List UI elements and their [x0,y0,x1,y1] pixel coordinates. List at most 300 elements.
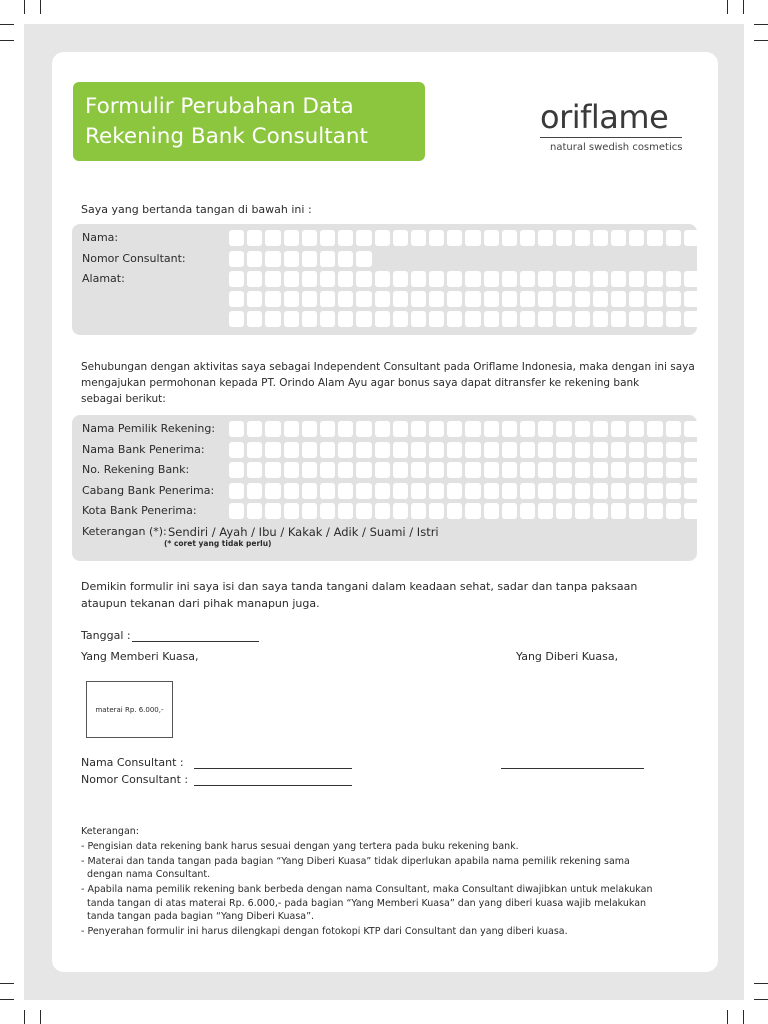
char-cell[interactable] [338,230,353,246]
address-label: Alamat: [82,272,125,285]
char-cell[interactable] [575,442,590,458]
char-cell[interactable] [247,311,262,327]
char-cell[interactable] [284,442,299,458]
char-cell[interactable] [411,311,426,327]
char-cell[interactable] [247,291,262,307]
address-input-cells-2[interactable] [229,291,699,307]
char-cell[interactable] [484,271,499,287]
bank-city-input-cells[interactable] [229,503,699,519]
char-cell[interactable] [302,462,317,478]
char-cell[interactable] [411,230,426,246]
char-cell[interactable] [502,442,517,458]
char-cell[interactable] [338,251,353,267]
char-cell[interactable] [465,271,480,287]
char-cell[interactable] [393,230,408,246]
char-cell[interactable] [356,421,371,437]
char-cell[interactable] [411,291,426,307]
char-cell[interactable] [575,421,590,437]
crop-mark [0,40,14,41]
char-cell[interactable] [593,291,608,307]
char-cell[interactable] [356,462,371,478]
name-label: Nama: [82,231,119,244]
remark-label: Keterangan (*): [82,525,167,538]
char-cell[interactable] [520,230,535,246]
char-cell[interactable] [265,462,280,478]
consultant-number-input-cells[interactable] [229,251,372,267]
char-cell[interactable] [538,291,553,307]
address-row-3 [82,311,702,327]
char-cell[interactable] [229,442,244,458]
char-cell[interactable] [338,271,353,287]
account-number-input-cells[interactable] [229,462,699,478]
char-cell[interactable] [484,291,499,307]
crop-mark [754,24,768,25]
char-cell[interactable] [593,483,608,499]
stamp-duty-text: materai Rp. 6.000,- [95,705,164,714]
char-cell[interactable] [375,291,390,307]
char-cell[interactable] [375,442,390,458]
char-cell[interactable] [684,421,699,437]
address-row-2 [82,291,702,307]
char-cell[interactable] [411,483,426,499]
char-cell[interactable] [356,230,371,246]
char-cell[interactable] [684,311,699,327]
char-cell[interactable] [302,251,317,267]
char-cell[interactable] [575,271,590,287]
char-cell[interactable] [393,421,408,437]
char-cell[interactable] [302,291,317,307]
char-cell[interactable] [556,291,571,307]
char-cell[interactable] [284,291,299,307]
char-cell[interactable] [575,462,590,478]
date-field-line[interactable] [132,641,259,642]
char-cell[interactable] [465,483,480,499]
char-cell[interactable] [393,503,408,519]
char-cell[interactable] [629,271,644,287]
consultant-number-line[interactable] [194,785,352,786]
char-cell[interactable] [393,462,408,478]
note-3a: - Apabila nama pemilik rekening bank berbeda dengan nama Consultant, maka Consultant diwajibkan untuk melakukan [81,884,653,895]
char-cell[interactable] [465,462,480,478]
char-cell[interactable] [447,311,462,327]
note-1: - Pengisian data rekening bank harus sesuai dengan yang tertera pada buku rekening bank. [81,841,519,852]
char-cell[interactable] [284,483,299,499]
char-cell[interactable] [338,442,353,458]
char-cell[interactable] [684,483,699,499]
char-cell[interactable] [375,230,390,246]
char-cell[interactable] [284,230,299,246]
crop-mark [727,1010,728,1024]
char-cell[interactable] [465,503,480,519]
char-cell[interactable] [465,230,480,246]
char-cell[interactable] [284,251,299,267]
crop-mark [743,1010,744,1024]
request-line-2: mengajukan permohonan kepada PT. Orindo Alam Ayu agar bonus saya dapat ditransfer ke rekening bank [81,377,640,389]
grantee-label: Yang Diberi Kuasa, [516,650,619,663]
char-cell[interactable] [520,442,535,458]
crop-mark [0,999,14,1000]
char-cell[interactable] [320,230,335,246]
char-cell[interactable] [375,483,390,499]
char-cell[interactable] [429,462,444,478]
address-row-1 [82,271,702,287]
char-cell[interactable] [302,442,317,458]
char-cell[interactable] [538,271,553,287]
bank-info-box [72,415,697,561]
char-cell[interactable] [411,462,426,478]
char-cell[interactable] [484,442,499,458]
remark-options[interactable]: Sendiri / Ayah / Ibu / Kakak / Adik / Suami / Istri [168,525,439,539]
char-cell[interactable] [556,311,571,327]
char-cell[interactable] [320,311,335,327]
char-cell[interactable] [575,291,590,307]
account-number-label: No. Rekening Bank: [82,463,190,476]
char-cell[interactable] [647,311,662,327]
char-cell[interactable] [229,230,244,246]
char-cell[interactable] [375,421,390,437]
char-cell[interactable] [611,442,626,458]
char-cell[interactable] [556,462,571,478]
personal-info-box [72,224,697,335]
char-cell[interactable] [411,271,426,287]
char-cell[interactable] [647,442,662,458]
char-cell[interactable] [247,483,262,499]
char-cell[interactable] [265,421,280,437]
char-cell[interactable] [666,271,681,287]
char-cell[interactable] [684,462,699,478]
char-cell[interactable] [302,483,317,499]
char-cell[interactable] [684,291,699,307]
char-cell[interactable] [447,442,462,458]
char-cell[interactable] [411,503,426,519]
char-cell[interactable] [393,271,408,287]
char-cell[interactable] [575,483,590,499]
char-cell[interactable] [593,462,608,478]
char-cell[interactable] [611,421,626,437]
char-cell[interactable] [393,442,408,458]
bank-name-label: Nama Bank Penerima: [82,443,205,456]
char-cell[interactable] [411,421,426,437]
char-cell[interactable] [666,230,681,246]
char-cell[interactable] [666,311,681,327]
char-cell[interactable] [247,462,262,478]
char-cell[interactable] [375,271,390,287]
char-cell[interactable] [575,311,590,327]
char-cell[interactable] [666,462,681,478]
char-cell[interactable] [684,271,699,287]
char-cell[interactable] [629,421,644,437]
char-cell[interactable] [229,462,244,478]
char-cell[interactable] [265,442,280,458]
char-cell[interactable] [520,291,535,307]
char-cell[interactable] [302,311,317,327]
char-cell[interactable] [556,271,571,287]
char-cell[interactable] [265,311,280,327]
char-cell[interactable] [447,421,462,437]
char-cell[interactable] [538,462,553,478]
char-cell[interactable] [229,311,244,327]
char-cell[interactable] [375,462,390,478]
account-owner-row [82,421,702,437]
char-cell[interactable] [484,311,499,327]
char-cell[interactable] [520,462,535,478]
char-cell[interactable] [593,271,608,287]
char-cell[interactable] [320,291,335,307]
char-cell[interactable] [484,230,499,246]
char-cell[interactable] [520,483,535,499]
char-cell[interactable] [611,462,626,478]
bank-name-row [82,442,702,458]
char-cell[interactable] [629,291,644,307]
grantor-label: Yang Memberi Kuasa, [81,650,199,663]
consultant-number-sign-label: Nomor Consultant : [81,773,189,786]
char-cell[interactable] [593,503,608,519]
form-page [52,52,718,972]
char-cell[interactable] [447,503,462,519]
char-cell[interactable] [502,230,517,246]
char-cell[interactable] [538,483,553,499]
note-2a: - Materai dan tanda tangan pada bagian “Yang Diberi Kuasa” tidak diperlukan apabila nama pemilik rekening sama [81,856,630,867]
note-3b: tanda tangan di atas materai Rp. 6.000,- pada bagian “Yang Memberi Kuasa” dan yang diberi kuasa wajib melakukan [81,898,647,909]
char-cell[interactable] [502,311,517,327]
char-cell[interactable] [556,421,571,437]
char-cell[interactable] [284,311,299,327]
char-cell[interactable] [229,503,244,519]
char-cell[interactable] [629,442,644,458]
char-cell[interactable] [429,503,444,519]
consultant-number-label: Nomor Consultant: [82,252,186,265]
char-cell[interactable] [629,483,644,499]
char-cell[interactable] [666,483,681,499]
char-cell[interactable] [320,442,335,458]
char-cell[interactable] [356,291,371,307]
char-cell[interactable] [629,462,644,478]
char-cell[interactable] [647,230,662,246]
char-cell[interactable] [647,503,662,519]
char-cell[interactable] [356,271,371,287]
char-cell[interactable] [484,503,499,519]
char-cell[interactable] [502,462,517,478]
char-cell[interactable] [429,311,444,327]
char-cell[interactable] [666,442,681,458]
char-cell[interactable] [611,291,626,307]
request-line-3: sebagai berikut: [81,393,166,405]
grantee-signature-line[interactable] [501,768,644,769]
char-cell[interactable] [247,503,262,519]
char-cell[interactable] [611,483,626,499]
char-cell[interactable] [247,251,262,267]
char-cell[interactable] [265,483,280,499]
char-cell[interactable] [429,421,444,437]
char-cell[interactable] [484,462,499,478]
char-cell[interactable] [302,271,317,287]
char-cell[interactable] [556,483,571,499]
char-cell[interactable] [265,271,280,287]
char-cell[interactable] [611,271,626,287]
char-cell[interactable] [320,271,335,287]
char-cell[interactable] [338,483,353,499]
char-cell[interactable] [429,230,444,246]
char-cell[interactable] [556,503,571,519]
char-cell[interactable] [320,462,335,478]
char-cell[interactable] [611,230,626,246]
declaration-line-1: Demikin formulir ini saya isi dan saya tanda tangani dalam keadaan sehat, sadar dan tanpa paksaan [81,580,638,593]
char-cell[interactable] [338,462,353,478]
char-cell[interactable] [447,230,462,246]
char-cell[interactable] [356,483,371,499]
char-cell[interactable] [447,291,462,307]
char-cell[interactable] [684,230,699,246]
char-cell[interactable] [520,421,535,437]
char-cell[interactable] [447,483,462,499]
account-owner-input-cells[interactable] [229,421,699,437]
branch-input-cells[interactable] [229,483,699,499]
char-cell[interactable] [320,503,335,519]
char-cell[interactable] [429,291,444,307]
char-cell[interactable] [247,421,262,437]
char-cell[interactable] [393,311,408,327]
notes-heading: Keterangan: [81,826,139,837]
char-cell[interactable] [538,421,553,437]
form-title-line-2: Rekening Bank Consultant [85,124,368,149]
address-input-cells-3[interactable] [229,311,699,327]
char-cell[interactable] [284,271,299,287]
char-cell[interactable] [593,311,608,327]
char-cell[interactable] [502,421,517,437]
char-cell[interactable] [338,421,353,437]
logo-divider [540,137,682,138]
char-cell[interactable] [465,421,480,437]
char-cell[interactable] [593,421,608,437]
char-cell[interactable] [575,230,590,246]
char-cell[interactable] [265,230,280,246]
char-cell[interactable] [411,442,426,458]
char-cell[interactable] [647,483,662,499]
char-cell[interactable] [502,291,517,307]
char-cell[interactable] [265,503,280,519]
stamp-duty-box[interactable] [86,681,173,738]
char-cell[interactable] [356,442,371,458]
char-cell[interactable] [229,271,244,287]
char-cell[interactable] [629,311,644,327]
char-cell[interactable] [593,230,608,246]
char-cell[interactable] [302,421,317,437]
char-cell[interactable] [484,421,499,437]
note-4: - Penyerahan formulir ini harus dilengkapi dengan fotokopi KTP dari Consultant dan yang diberi kuasa. [81,926,568,937]
char-cell[interactable] [429,442,444,458]
char-cell[interactable] [302,230,317,246]
char-cell[interactable] [647,462,662,478]
char-cell[interactable] [647,271,662,287]
char-cell[interactable] [338,503,353,519]
char-cell[interactable] [356,251,371,267]
char-cell[interactable] [229,421,244,437]
char-cell[interactable] [429,483,444,499]
char-cell[interactable] [465,291,480,307]
char-cell[interactable] [611,311,626,327]
char-cell[interactable] [393,483,408,499]
crop-mark [0,983,14,984]
char-cell[interactable] [465,442,480,458]
char-cell[interactable] [666,503,681,519]
address-input-cells-1[interactable] [229,271,699,287]
char-cell[interactable] [520,311,535,327]
consultant-name-line[interactable] [194,768,352,769]
branch-row [82,483,702,499]
char-cell[interactable] [229,291,244,307]
consultant-name-label: Nama Consultant : [81,756,184,769]
char-cell[interactable] [265,251,280,267]
char-cell[interactable] [447,271,462,287]
char-cell[interactable] [502,483,517,499]
char-cell[interactable] [684,503,699,519]
char-cell[interactable] [375,311,390,327]
char-cell[interactable] [629,230,644,246]
char-cell[interactable] [338,311,353,327]
char-cell[interactable] [356,503,371,519]
char-cell[interactable] [302,503,317,519]
char-cell[interactable] [538,442,553,458]
char-cell[interactable] [393,291,408,307]
char-cell[interactable] [284,503,299,519]
char-cell[interactable] [284,421,299,437]
char-cell[interactable] [520,503,535,519]
char-cell[interactable] [556,230,571,246]
char-cell[interactable] [629,503,644,519]
crop-mark [24,1010,25,1024]
char-cell[interactable] [647,291,662,307]
char-cell[interactable] [538,503,553,519]
char-cell[interactable] [320,483,335,499]
char-cell[interactable] [247,442,262,458]
char-cell[interactable] [247,230,262,246]
char-cell[interactable] [447,462,462,478]
char-cell[interactable] [338,291,353,307]
char-cell[interactable] [593,442,608,458]
char-cell[interactable] [484,483,499,499]
note-2b: dengan nama Consultant. [81,869,211,880]
char-cell[interactable] [465,311,480,327]
char-cell[interactable] [375,503,390,519]
char-cell[interactable] [356,311,371,327]
char-cell[interactable] [502,271,517,287]
branch-label: Cabang Bank Penerima: [82,484,215,497]
name-input-cells[interactable] [229,230,699,246]
char-cell[interactable] [284,462,299,478]
char-cell[interactable] [229,251,244,267]
char-cell[interactable] [611,503,626,519]
account-number-row [82,462,702,478]
char-cell[interactable] [647,421,662,437]
char-cell[interactable] [247,271,262,287]
consultant-number-row [82,251,702,267]
char-cell[interactable] [429,271,444,287]
char-cell[interactable] [265,291,280,307]
char-cell[interactable] [229,483,244,499]
char-cell[interactable] [538,230,553,246]
char-cell[interactable] [684,442,699,458]
char-cell[interactable] [320,421,335,437]
char-cell[interactable] [320,251,335,267]
char-cell[interactable] [575,503,590,519]
char-cell[interactable] [666,421,681,437]
char-cell[interactable] [538,311,553,327]
char-cell[interactable] [666,291,681,307]
char-cell[interactable] [556,442,571,458]
bank-name-input-cells[interactable] [229,442,699,458]
char-cell[interactable] [502,503,517,519]
char-cell[interactable] [520,271,535,287]
